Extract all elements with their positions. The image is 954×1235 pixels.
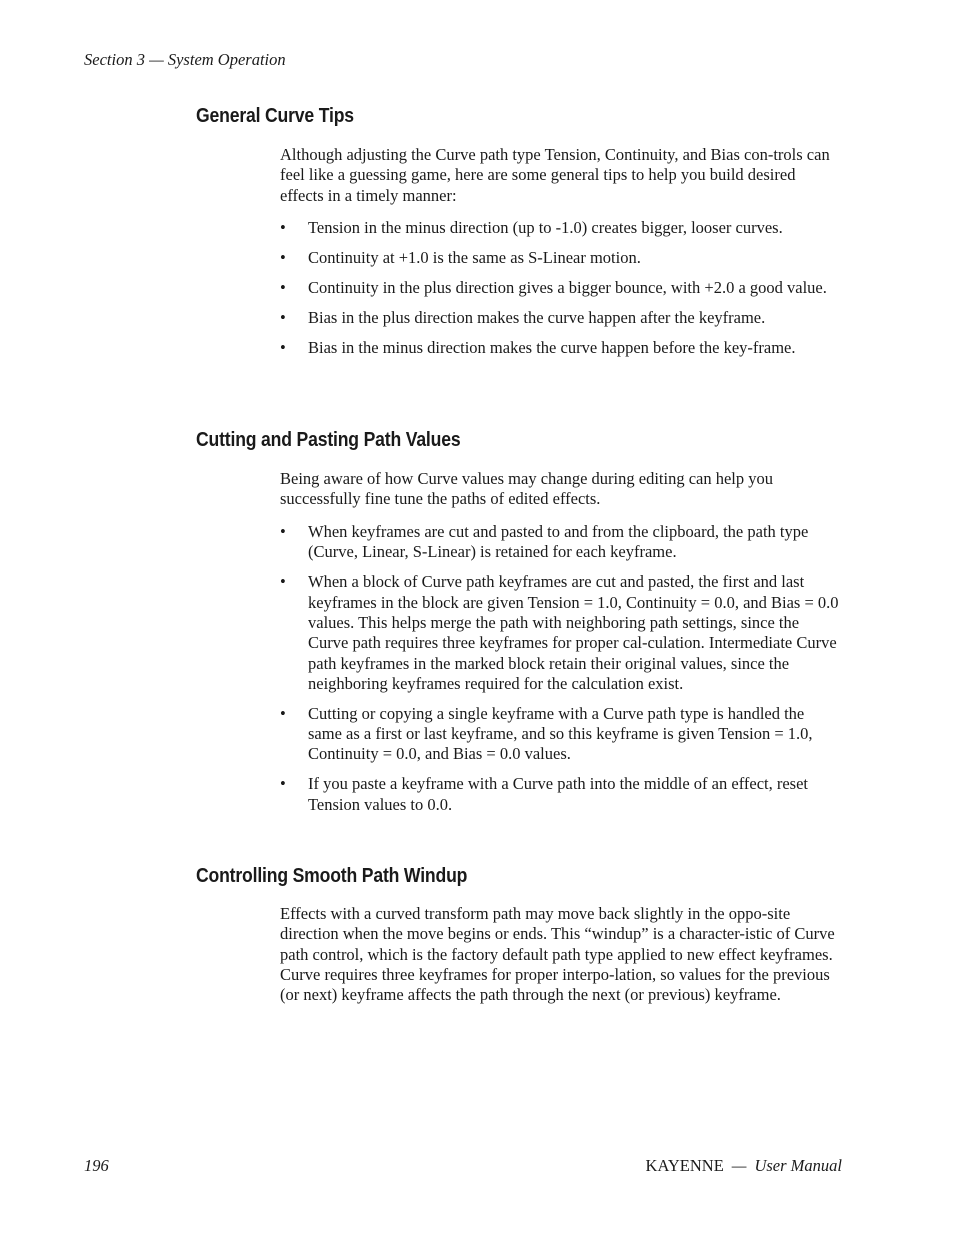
running-header: Section 3 — System Operation [84,50,286,69]
intro-paragraph: Effects with a curved transform path may move back slightly in the oppo-site direction when the move begins or ends. This “windup” is a character-istic of Curve path control, which is the factory default path type applied to new effect keyframes. Curve requires three keyframes for proper interpo-lation, so values for the previous (or next) keyframe affects the path through the next (or previous) keyframe. [280,904,835,1005]
list-item-text: If you paste a keyframe with a Curve path into the middle of an effect, reset Tension values to 0.0. [308,774,809,814]
bullet-icon: • [280,522,286,542]
bullet-icon: • [280,774,286,794]
section-body-smooth-path-windup [280,904,842,1018]
manual-name: User Manual [754,1156,842,1175]
section-heading-general-curve-tips: General Curve Tips [196,105,354,127]
bullet-icon: • [280,338,286,358]
list-item [280,522,842,563]
list-item [280,218,842,238]
section-body-cutting-pasting [280,469,842,825]
list-item [280,774,842,815]
bullet-icon: • [280,703,286,723]
list-item [280,308,842,328]
list-item-text: When keyframes are cut and pasted to and from the clipboard, the path type (Curve, Linear, S-Linear) is retained for each keyframe. [308,522,809,562]
footer-manual-title [646,1156,842,1176]
bullet-icon: • [280,278,286,298]
bullet-icon: • [280,218,286,238]
section-body-general-curve-tips [280,145,842,368]
list-item [280,572,842,694]
list-item-text: Bias in the minus direction makes the curve happen before the key-frame. [308,338,796,358]
bullet-list [280,522,842,815]
list-item [280,338,842,358]
list-item-text: When a block of Curve path keyframes are cut and pasted, the first and last keyframes in the block are given Tension = 1.0, Continuity = 0.0, and Bias = 0.0 values. This helps merge the path with neighboring path settings, since the Curve path requires three keyframes for proper cal-culation. Intermediate Curve path keyframes in the marked block retain their original values, since the neighboring keyframes required for the calculation exist. [308,572,839,693]
section-heading-cutting-pasting: Cutting and Pasting Path Values [196,429,461,451]
bullet-list [280,218,842,358]
list-item [280,704,842,765]
product-name: KAYENNE [645,1156,724,1175]
bullet-icon: • [280,572,286,592]
bullet-icon: • [280,308,286,328]
list-item-text: Continuity in the plus direction gives a bigger bounce, with +2.0 a good value. [308,278,827,298]
list-item [280,248,842,268]
section-heading-smooth-path-windup: Controlling Smooth Path Windup [196,865,468,887]
page-number: 196 [84,1156,109,1175]
intro-paragraph: Being aware of how Curve values may change during editing can help you successfully fine tune the paths of edited effects. [280,469,774,509]
list-item-text: Bias in the plus direction makes the curve happen after the keyframe. [308,308,766,328]
list-item-text: Tension in the minus direction (up to -1.0) creates bigger, looser curves. [308,218,783,238]
list-item-text: Continuity at +1.0 is the same as S-Linear motion. [308,248,641,268]
bullet-icon: • [280,248,286,268]
intro-paragraph: Although adjusting the Curve path type Tension, Continuity, and Bias con-trols can feel like a guessing game, here are some general tips to help you build desired effects in a timely manner: [280,145,830,205]
list-item-text: Cutting or copying a single keyframe with a Curve path type is handled the same as a first or last keyframe, and so this keyframe is given Tension = 1.0, Continuity = 0.0, and Bias = 0.0 values. [308,703,813,764]
footer-separator: — [731,1156,747,1175]
list-item [280,278,842,298]
